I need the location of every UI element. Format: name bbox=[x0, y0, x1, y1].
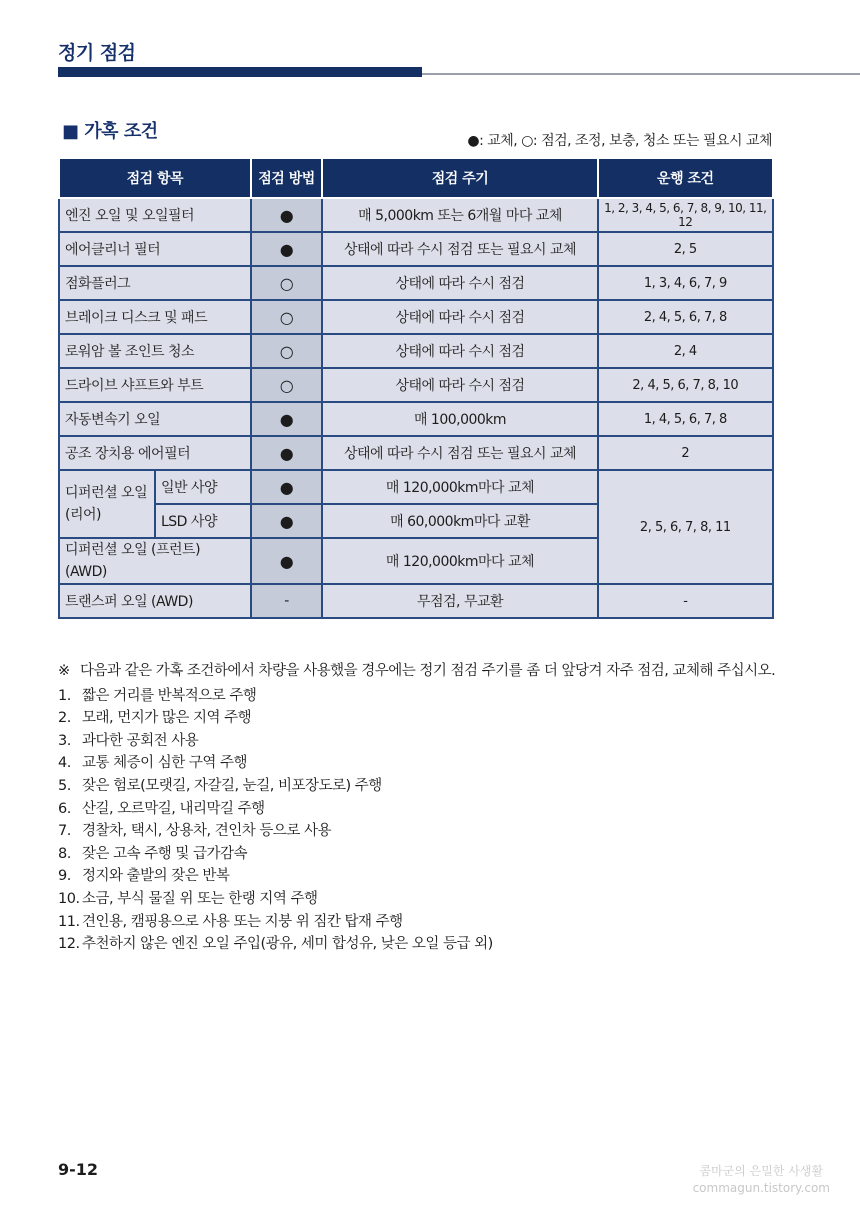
cell-method: ○ bbox=[251, 368, 323, 402]
table-row bbox=[59, 232, 773, 266]
list-item bbox=[58, 865, 778, 888]
list-item-text: 짧은 거리를 반복적으로 주행 bbox=[82, 687, 257, 704]
list-item-num: 4. bbox=[58, 755, 71, 772]
header-divider-light bbox=[422, 73, 860, 75]
cell-conditions: 1, 3, 4, 6, 7, 9 bbox=[598, 266, 773, 300]
list-item-num: 1. bbox=[58, 687, 71, 704]
cell-conditions: 2 bbox=[598, 436, 773, 470]
cell-interval: 매 120,000km마다 교체 bbox=[322, 470, 597, 504]
list-item bbox=[58, 798, 778, 821]
list-item-text: 소금, 부식 물질 위 또는 한랭 지역 주행 bbox=[82, 890, 318, 907]
cell-interval: 상태에 따라 수시 점검 또는 필요시 교체 bbox=[322, 436, 597, 470]
header-divider-dark bbox=[58, 67, 422, 77]
list-item-text: 견인용, 캠핑용으로 사용 또는 지붕 위 짐칸 탑재 주행 bbox=[82, 913, 403, 930]
method-legend: ●: 교체, ○: 점검, 조정, 보충, 청소 또는 필요시 교체 bbox=[467, 133, 772, 149]
cell-method: ● bbox=[251, 198, 323, 232]
list-item-text: 잦은 험로(모랫길, 자갈길, 눈길, 비포장도로) 주행 bbox=[82, 777, 382, 794]
cell-method: ● bbox=[251, 470, 323, 504]
list-item-text: 정지와 출발의 잦은 반복 bbox=[82, 868, 230, 885]
header-conditions: 운행 조건 bbox=[598, 158, 773, 198]
list-item-num: 3. bbox=[58, 732, 71, 749]
list-item-text: 추천하지 않은 엔진 오일 주입(광유, 세미 합성유, 낮은 오일 등급 외) bbox=[82, 936, 493, 953]
list-item bbox=[58, 707, 778, 730]
cell-interval: 상태에 따라 수시 점검 bbox=[322, 300, 597, 334]
diff-rear-sub2-label: LSD 사양 bbox=[154, 505, 250, 537]
diff-rear-sub-labels bbox=[154, 471, 250, 537]
list-item-num: 2. bbox=[58, 710, 71, 727]
table-row bbox=[59, 402, 773, 436]
diff-rear-label: 디퍼런셜 오일 (리어) bbox=[65, 485, 148, 523]
list-item-num: 8. bbox=[58, 845, 71, 862]
header-item: 점검 항목 bbox=[59, 158, 251, 198]
cell-method: ● bbox=[251, 538, 323, 584]
list-item-num: 12. bbox=[58, 936, 80, 953]
list-item bbox=[58, 911, 778, 934]
cell-item: 에어클리너 필터 bbox=[59, 232, 251, 266]
list-item-num: 7. bbox=[58, 823, 71, 840]
watermark bbox=[693, 1163, 830, 1197]
watermark-line2: commagun.tistory.com bbox=[692, 1181, 830, 1195]
list-item bbox=[58, 775, 778, 798]
cell-conditions: 2, 4, 5, 6, 7, 8 bbox=[598, 300, 773, 334]
cell-interval: 무점검, 무교환 bbox=[322, 584, 597, 618]
cell-interval: 매 5,000km 또는 6개월 마다 교체 bbox=[322, 198, 597, 232]
list-item-num: 11. bbox=[58, 913, 80, 930]
cell-interval: 매 120,000km마다 교체 bbox=[322, 538, 597, 584]
cell-item: 로워암 볼 조인트 청소 bbox=[59, 334, 251, 368]
table-row bbox=[59, 334, 773, 368]
cell-method: ● bbox=[251, 504, 323, 538]
cell-item: 자동변속기 오일 bbox=[59, 402, 251, 436]
note-main bbox=[58, 660, 778, 683]
cell-item: 드라이브 샤프트와 부트 bbox=[59, 368, 251, 402]
cell-item: 디퍼런셜 오일 (프런트) (AWD) bbox=[59, 538, 251, 584]
condition-list bbox=[58, 685, 778, 956]
cell-interval: 상태에 따라 수시 점검 또는 필요시 교체 bbox=[322, 232, 597, 266]
cell-conditions: 1, 2, 3, 4, 5, 6, 7, 8, 9, 10, 11, 12 bbox=[598, 198, 773, 232]
cell-method: ○ bbox=[251, 300, 323, 334]
list-item bbox=[58, 843, 778, 866]
cell-method: ○ bbox=[251, 334, 323, 368]
section-title: ■ 가혹 조건 bbox=[62, 121, 158, 142]
cell-conditions: 2, 4 bbox=[598, 334, 773, 368]
list-item bbox=[58, 888, 778, 911]
table-row bbox=[59, 584, 773, 618]
table-row bbox=[59, 436, 773, 470]
cell-interval: 매 60,000km마다 교환 bbox=[322, 504, 597, 538]
cell-method: ● bbox=[251, 232, 323, 266]
notes-section bbox=[58, 660, 778, 956]
cell-conditions: 2, 4, 5, 6, 7, 8, 10 bbox=[598, 368, 773, 402]
table-header-row bbox=[59, 158, 773, 198]
note-main-text: 다음과 같은 가혹 조건하에서 차량을 사용했을 경우에는 정기 점검 주기를 좀 더 앞당겨 자주 점검, 교체해 주십시오. bbox=[80, 663, 776, 679]
header-method: 점검 방법 bbox=[251, 158, 323, 198]
table-row bbox=[59, 198, 773, 232]
cell-item: 브레이크 디스크 및 패드 bbox=[59, 300, 251, 334]
list-item-num: 6. bbox=[58, 800, 71, 817]
list-item-text: 교통 체증이 심한 구역 주행 bbox=[82, 755, 248, 772]
list-item-text: 산길, 오르막길, 내리막길 주행 bbox=[82, 800, 265, 817]
watermark-line1: 콤마군의 은밀한 사생활 bbox=[699, 1164, 824, 1178]
list-item bbox=[58, 752, 778, 775]
cell-conditions-diff: 2, 5, 6, 7, 8, 11 bbox=[598, 470, 773, 584]
cell-method: ● bbox=[251, 402, 323, 436]
list-item-num: 9. bbox=[58, 868, 71, 885]
table-row bbox=[59, 266, 773, 300]
cell-method: ○ bbox=[251, 266, 323, 300]
cell-interval: 상태에 따라 수시 점검 bbox=[322, 266, 597, 300]
page-number: 9-12 bbox=[58, 1160, 99, 1179]
list-item-text: 경찰차, 택시, 상용차, 견인차 등으로 사용 bbox=[82, 823, 331, 840]
cell-conditions: 2, 5 bbox=[598, 232, 773, 266]
cell-interval: 상태에 따라 수시 점검 bbox=[322, 334, 597, 368]
cell-conditions: 1, 4, 5, 6, 7, 8 bbox=[598, 402, 773, 436]
header-interval: 점검 주기 bbox=[322, 158, 597, 198]
list-item-text: 잦은 고속 주행 및 급가감속 bbox=[82, 845, 248, 862]
list-item bbox=[58, 685, 778, 708]
cell-interval: 매 100,000km bbox=[322, 402, 597, 436]
cell-item: 트랜스퍼 오일 (AWD) bbox=[59, 584, 251, 618]
cell-conditions: - bbox=[598, 584, 773, 618]
diff-rear-sub1-label: 일반 사양 bbox=[154, 471, 250, 505]
cell-method: - bbox=[251, 584, 323, 618]
table-row bbox=[59, 300, 773, 334]
list-item-text: 모래, 먼지가 많은 지역 주행 bbox=[82, 710, 252, 727]
cell-item: 엔진 오일 및 오일필터 bbox=[59, 198, 251, 232]
list-item-num: 10. bbox=[58, 890, 80, 907]
cell-interval: 상태에 따라 수시 점검 bbox=[322, 368, 597, 402]
cell-item: 공조 장치용 에어필터 bbox=[59, 436, 251, 470]
cell-method: ● bbox=[251, 436, 323, 470]
list-item-num: 5. bbox=[58, 777, 71, 794]
page-header-title: 정기 점검 bbox=[58, 42, 136, 64]
list-item bbox=[58, 820, 778, 843]
list-item-text: 과다한 공회전 사용 bbox=[82, 732, 199, 749]
note-mark: ※ bbox=[58, 663, 70, 679]
cell-item: 점화플러그 bbox=[59, 266, 251, 300]
list-item bbox=[58, 933, 778, 956]
inspection-table bbox=[58, 157, 774, 619]
table-row bbox=[59, 368, 773, 402]
list-item bbox=[58, 730, 778, 753]
